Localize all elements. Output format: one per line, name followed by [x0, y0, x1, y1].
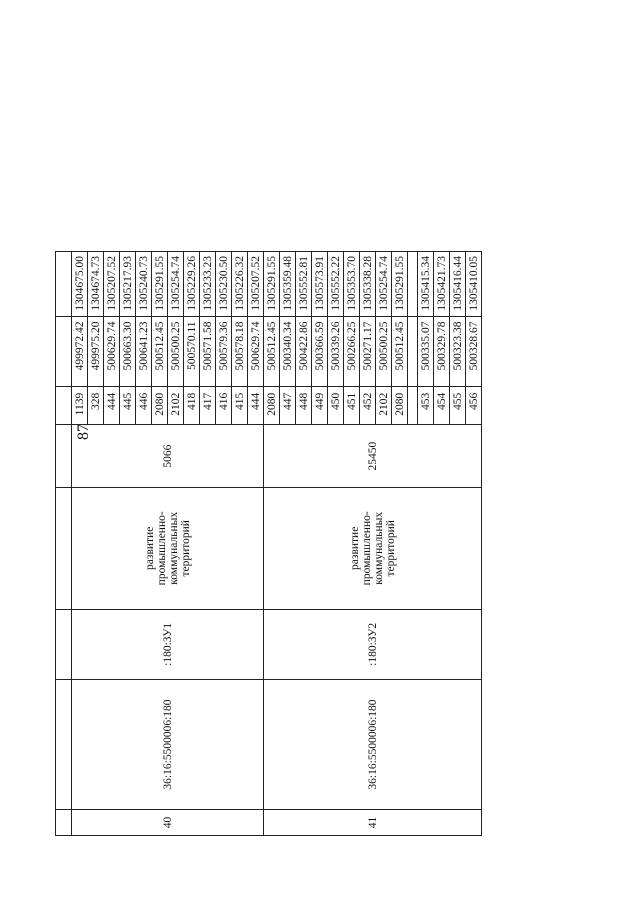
point-number: 444: [248, 386, 264, 424]
point-number: 2102: [168, 386, 184, 424]
plot-area: 5066: [72, 425, 264, 488]
coordinate-x: 500641.23: [136, 317, 152, 386]
empty-cell: [56, 317, 72, 386]
coordinate-y: 1305230.50: [216, 252, 232, 317]
coordinate-x: 500266.25: [344, 317, 360, 386]
table-row: [72, 252, 88, 836]
coordinate-y: 1305240.73: [136, 252, 152, 317]
coordinate-y: 1305410.05: [466, 252, 482, 317]
coordinate-x: 500629.74: [104, 317, 120, 386]
coordinate-y: 1305254.74: [376, 252, 392, 317]
coordinate-y: 1305353.70: [344, 252, 360, 317]
coordinate-x: 500629.74: [248, 317, 264, 386]
point-number: 445: [120, 386, 136, 424]
point-number: 452: [360, 386, 376, 424]
coordinate-x: 500422.86: [296, 317, 312, 386]
point-number: 416: [216, 386, 232, 424]
coordinate-x: 500512.45: [264, 317, 280, 386]
point-number: 454: [434, 386, 450, 424]
empty-cell: [56, 609, 72, 679]
point-number: 417: [200, 386, 216, 424]
point-number: 2102: [376, 386, 392, 424]
empty-cell: [56, 810, 72, 836]
coordinate-x: 499972.42: [72, 317, 88, 386]
empty-cell: [56, 425, 72, 488]
coordinate-y: 1305552.22: [328, 252, 344, 317]
coordinates-table-wrapper: [55, 251, 482, 836]
coordinate-y: 1304674.73: [88, 252, 104, 317]
coordinate-y: 1305573.91: [312, 252, 328, 317]
coordinate-y: 1305254.74: [168, 252, 184, 317]
coordinate-x: 499975.20: [88, 317, 104, 386]
point-number: 450: [328, 386, 344, 424]
coordinate-x: 500512.45: [392, 317, 408, 386]
empty-cell: [56, 680, 72, 810]
table-row: [264, 252, 280, 836]
coordinate-y: 1305207.52: [104, 252, 120, 317]
coordinate-x: 500323.38: [450, 317, 466, 386]
coordinates-table: [55, 251, 482, 836]
coordinate-y: 1305415.34: [418, 252, 434, 317]
coordinate-y: 1305552.81: [296, 252, 312, 317]
point-number: 328: [88, 386, 104, 424]
coordinate-x: 500512.45: [152, 317, 168, 386]
coordinate-x: 500271.17: [360, 317, 376, 386]
point-number: 418: [184, 386, 200, 424]
record-number: 40: [72, 810, 264, 836]
empty-cell: [408, 317, 418, 386]
point-number: 451: [344, 386, 360, 424]
coordinate-y: 1305233.23: [200, 252, 216, 317]
plot-designation: :180:ЗУ2: [264, 609, 482, 679]
coordinate-x: 500339.26: [328, 317, 344, 386]
coordinate-x: 500663.30: [120, 317, 136, 386]
plot-designation: :180:ЗУ1: [72, 609, 264, 679]
permitted-use: развитие промышленно-коммунальных территорий: [72, 487, 264, 609]
record-number: 41: [264, 810, 482, 836]
coordinate-y: 1305217.93: [120, 252, 136, 317]
point-number: 446: [136, 386, 152, 424]
point-number: 449: [312, 386, 328, 424]
coordinate-x: 500570.11: [184, 317, 200, 386]
table-row: [56, 252, 72, 836]
point-number: 456: [466, 386, 482, 424]
coordinate-x: 500329.78: [434, 317, 450, 386]
point-number: 2080: [392, 386, 408, 424]
coordinate-x: 500500.25: [168, 317, 184, 386]
permitted-use: развитие промышленно-коммунальных территорий: [264, 487, 482, 609]
coordinate-y: 1305291.55: [152, 252, 168, 317]
coordinate-y: 1305207.52: [248, 252, 264, 317]
coordinate-x: 500500.25: [376, 317, 392, 386]
coordinate-x: 500328.67: [466, 317, 482, 386]
plot-area: 25450: [264, 425, 482, 488]
point-number: 444: [104, 386, 120, 424]
point-number: 2080: [264, 386, 280, 424]
empty-cell: [56, 386, 72, 424]
point-number: 455: [450, 386, 466, 424]
coordinate-x: 500578.18: [232, 317, 248, 386]
point-number: 453: [418, 386, 434, 424]
point-number: 448: [296, 386, 312, 424]
point-number: 2080: [152, 386, 168, 424]
cadastral-number: 36:16:5500006:180: [264, 680, 482, 810]
coordinate-x: 500579.36: [216, 317, 232, 386]
coordinate-y: 1305416.44: [450, 252, 466, 317]
coordinate-y: 1304675.00: [72, 252, 88, 317]
coordinate-y: 1305291.55: [264, 252, 280, 317]
empty-cell: [56, 252, 72, 317]
coordinate-y: 1305421.73: [434, 252, 450, 317]
coordinate-x: 500340.34: [280, 317, 296, 386]
coordinate-x: 500335.07: [418, 317, 434, 386]
page-number: 87: [75, 424, 92, 440]
coordinate-x: 500366.59: [312, 317, 328, 386]
coordinate-y: 1305226.32: [232, 252, 248, 317]
coordinate-y: 1305359.48: [280, 252, 296, 317]
empty-cell: [56, 487, 72, 609]
coordinate-y: 1305338.28: [360, 252, 376, 317]
coordinate-x: 500571.58: [200, 317, 216, 386]
cadastral-number: 36:16:5500006:180: [72, 680, 264, 810]
coordinate-y: 1305229.26: [184, 252, 200, 317]
empty-cell: [408, 252, 418, 317]
point-number: 415: [232, 386, 248, 424]
point-number: 447: [280, 386, 296, 424]
coordinate-y: 1305291.55: [392, 252, 408, 317]
point-number: 1139: [72, 386, 88, 424]
empty-cell: [408, 386, 418, 424]
